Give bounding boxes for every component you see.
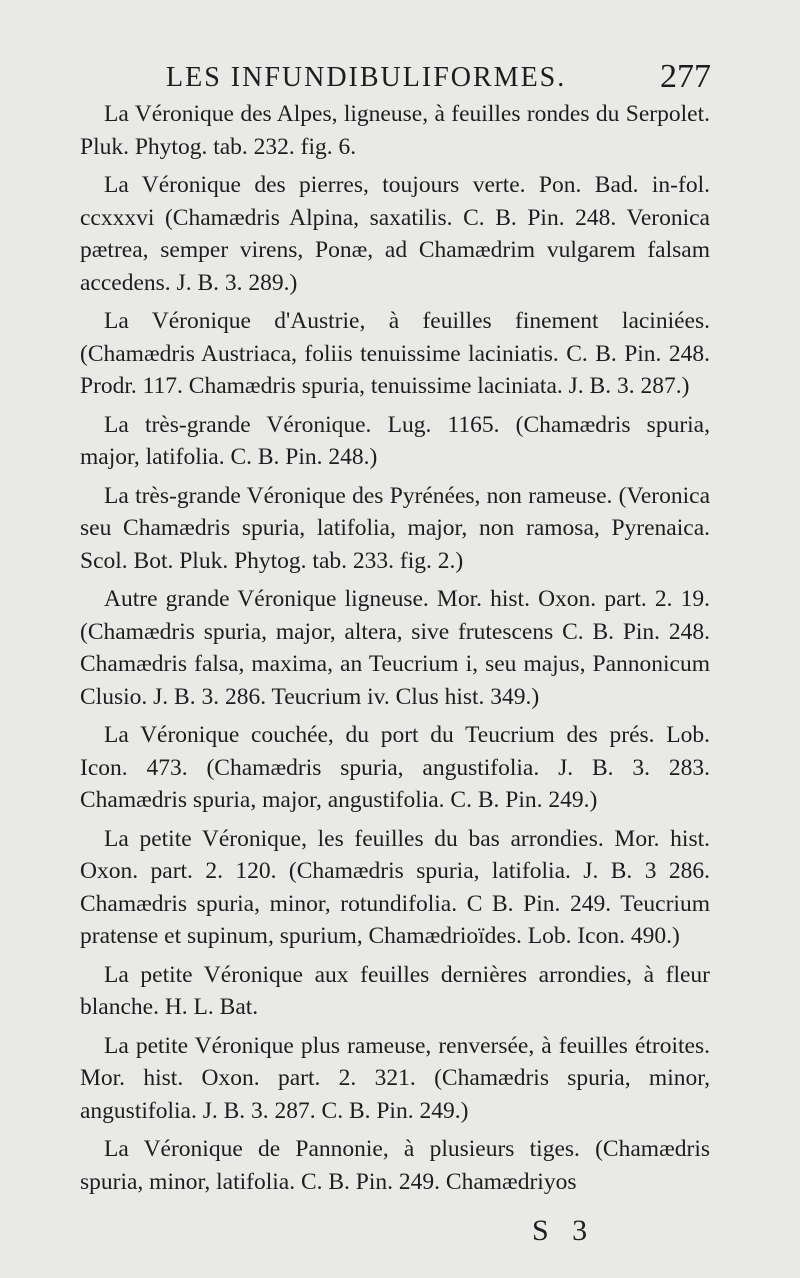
paragraph-9: La petite Véronique aux feuilles dernières arrondies, à fleur blanche. H. L. Bat. xyxy=(80,961,710,1020)
paragraph-5: La très-grande Véronique des Pyrénées, non rameuse. (Veronica seu Chamædris spuria, latifolia, major, non ramosa, Pyrenaica. Scol. Bot. Pluk. Phytog. tab. 233. fig. 2.) xyxy=(80,482,710,574)
page-body xyxy=(80,98,710,1204)
paragraph-8: La petite Véronique, les feuilles du bas arrondies. Mor. hist. Oxon. part. 2. 120. (Chamædris spuria, latifolia. J. B. 3 286. Chamædris spuria, minor, rotundifolia. C B. Pin. 249. Teucrium pratense et supinum, spurium, Chamædrioïdes. Lob. Icon. 490.) xyxy=(80,825,710,949)
paragraph-6: Autre grande Véronique ligneuse. Mor. hist. Oxon. part. 2. 19. (Chamædris spuria, major, altera, sive frutescens C. B. Pin. 248. Chamædris falsa, maxima, an Teucrium i, seu majus, Pannonicum Clusio. J. B. 3. 286. Teucrium iv. Clus hist. 349.) xyxy=(80,586,710,710)
page-number: 277 xyxy=(660,58,711,95)
paragraph-7: La Véronique couchée, du port du Teucrium des prés. Lob. Icon. 473. (Chamædris spuria, angustifolia. J. B. 3. 283. Chamædris spuria, major, angustifolia. C. B. Pin. 249.) xyxy=(80,722,710,813)
paragraph-2: La Véronique des pierres, toujours verte. Pon. Bad. in-fol. ccxxxvi (Chamædris Alpina, saxatilis. C. B. Pin. 248. Veronica pætrea, semper virens, Ponæ, ad Chamædrim vulgarem falsam accedens. J. B. 3. 289.) xyxy=(80,172,710,296)
page-header xyxy=(166,58,711,98)
running-head: LES INFUNDIBULIFORMES. xyxy=(166,62,567,93)
paragraph-4: La très-grande Véronique. Lug. 1165. (Chamædris spuria, major, latifolia. C. B. Pin. 248.) xyxy=(80,411,710,470)
paragraph-11: La Véronique de Pannonie, à plusieurs tiges. (Chamædris spuria, minor, latifolia. C. B. Pin. 249. Chamædriyos xyxy=(80,1136,710,1195)
paragraph-3: La Véronique d'Austrie, à feuilles finement laciniées. (Chamædris Austriaca, foliis tenuissime laciniatis. C. B. Pin. 248. Prodr. 117. Chamædris spuria, tenuissime laciniata. J. B. 3. 287.) xyxy=(80,308,710,399)
paragraph-10: La petite Véronique plus rameuse, renversée, à feuilles étroites. Mor. hist. Oxon. part. 2. 321. (Chamædris spuria, minor, angustifolia. J. B. 3. 287. C. B. Pin. 249.) xyxy=(80,1032,710,1124)
paragraph-1: La Véronique des Alpes, ligneuse, à feuilles rondes du Serpolet. Pluk. Phytog. tab. 232. fig. 6. xyxy=(80,101,710,160)
signature-mark: S 3 xyxy=(532,1214,596,1247)
